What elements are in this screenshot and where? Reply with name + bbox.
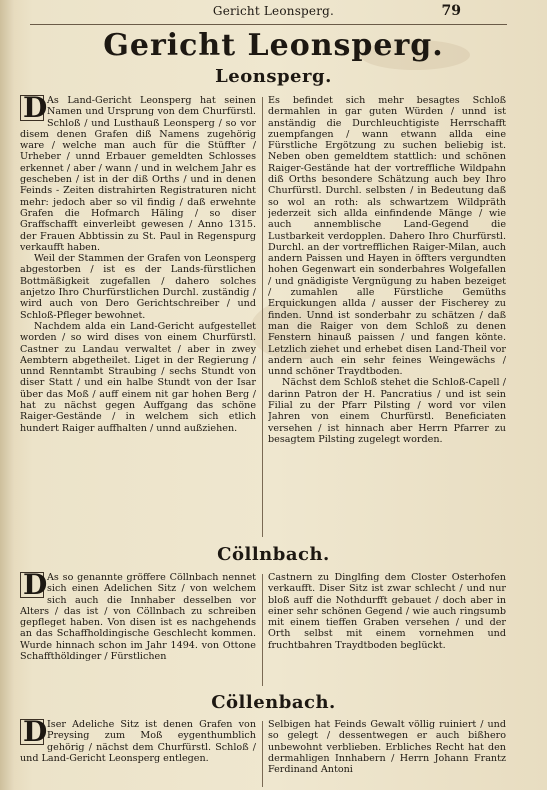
section-heading-coellenbach: Cöllenbach. [211, 692, 336, 713]
section-coellenbach-left-column [20, 719, 256, 785]
header-rule [30, 24, 507, 25]
section-coellnbach-right-column [268, 572, 506, 690]
page-title: Gericht Leonsperg. [103, 28, 444, 63]
section-leonsperg-left-column [20, 95, 256, 541]
running-head: Gericht Leonsperg. [212, 4, 335, 18]
paragraph: Nachdem alda ein Land-Gericht aufgestellet worden / so wird dises von einem Churfürstl. Castner zu Landau verwaltet / aber in zwey Aembtern abgetheilet. Liget in der Regierung / unnd Renntambt Straubing / sechs Stundt von diser Statt / und ein halbe Stundt von der Isar über das Moß / auff einem nit gar hohen Berg / hat zu nächst gegen Auffgang das schöne Raiger-Gestände / in welchem sich etlich hundert Raiger auffhalten / unnd außziehen. [20, 320, 256, 434]
dropcap-initial: D [20, 572, 44, 598]
section-coellnbach-left-column [20, 572, 256, 690]
paragraph: Selbigen hat Feinds Gewalt völlig ruiniert / und so gelegt / dessentwegen er auch bißhero unbewohnt verblieben. Erbliches Recht hat den dermahligen Innhabern / Herrn Johann Frantz Ferdinand Antoni [268, 719, 506, 776]
section-coellenbach-right-column [268, 719, 506, 789]
paragraph [20, 719, 256, 764]
column-divider [262, 574, 263, 686]
paragraph-text: As so genannte gröffere Cöllnbach nennet sich einen Adelichen Sitz / von welchem sich auch die Innhaber desselben vor Alters / das ist / von Cöllnbach zu schreiben gepfleget haben. Von disen ist es nachgehends an das Schaffholdingische Geschlecht kommen. Wurde hinnach schon im Jahr 1494. von Ottone Schaffthöldinger / Fürstlichen [20, 572, 256, 663]
page-gutter-shadow [0, 0, 14, 790]
column-divider [262, 721, 263, 787]
paragraph [20, 95, 256, 253]
paragraph-text: Iser Adeliche Sitz ist denen Grafen von Preysing zum Moß eygenthumblich gehörig / nächst dem Churfürstl. Schloß / und Land-Gericht Leonsperg entlegen. [20, 719, 256, 764]
dropcap-initial: D [20, 719, 44, 745]
paragraph-text: As Land-Gericht Leonsperg hat seinen Namen und Ursprung von dem Churfürstl. Schloß / und Lusthauß Leonsperg / so vor disem denen Grafen diß Namens zugehörig ware / welche man auch für die Stüffter / Urheber / unnd Erbauer gemeldten Schlosses erkennet / aber / wann / und in welchem Jahr es gescheben / ist in der diß Orths / und in denen Feinds - Zeiten distrahirten Registraturen nicht mehr: jedoch aber so vil findig / daß erwehnte Grafen die Hofmarch Häling / so diser Graffschafft einverleibt gewesen / Anno 1315. der Frauen Abbtissin zu St. Paul in Regenspurg verkaufft haben. [20, 95, 256, 253]
paragraph: Weil der Stammen der Grafen von Leonsperg abgestorben / ist es der Lands-fürstlichen Bottmäßigkeit zugefallen / dahero solches anjetzo Ihro Churfürstlichen Durchl. zuständig / wird auch von Dero Gerichtschreiber / und Schloß-Pfleger bewohnet. [20, 253, 256, 321]
paragraph: Castnern zu Dinglfing dem Closter Osterhofen verkaufft. Diser Sitz ist zwar schlecht / und nur bloß auff die Nothdurfft gebauet / doch aber in einer sehr schönen Gegend / wie auch ringsumb mit einem tieffen Graben versehen / und der Orth selbst mit einem vornehmen und fruchtbahren Traydtboden beglückt. [268, 572, 506, 651]
paragraph [20, 572, 256, 662]
section-leonsperg-right-column [268, 95, 506, 541]
paragraph: Nächst dem Schloß stehet die Schloß-Capell / darinn Patron der H. Pancratius / und ist sein Filial zu der Pfarr Pilsting / word vor vilen Jahren von einem Churfürstl. Beneficiaten versehen / ist hinnach aber Herrn Pfarrer zu besagtem Pilsting zugelegt worden. [268, 377, 506, 445]
dropcap-initial: D [20, 95, 44, 121]
section-heading-coellnbach: Cöllnbach. [217, 544, 330, 565]
paragraph: Es befindet sich mehr besagtes Schloß dermahlen in gar guten Würden / unnd ist anständig die Durchleuchtigiste Herrschafft zuempfangen / wann etwann allda eine Fürstliche Ergötzung zu suchen beliebig ist. Neben oben gemeldtem stattlich: und schönen Raiger-Gestände hat der vortreffliche Wildpahn diß Orths besondere Schätzung auch bey Ihro Churfürstl. Durchl. selbsten / in Bedeutung daß so wol an roth: als schwartzem Wildpräth jederzeit sich allda einfindende Mänge / wie auch annemblische Land-Gegend die Lustbarkeit verdopplen. Dahero Ihro Churfürstl. Durchl. an der vortrefflichen Raiger-Milan, auch andern Paissen und Hayen in öffters vergundten hohen Gegenwart ein sonderbahres Wolgefallen / und gnädigiste Vergnügung zu haben bezeiget / zumahlen alle Fürstliche Gemüths Erquickungen allda / ausser der Fischerey zu finden. Unnd ist sonderbahr zu schätzen / daß man die Raiger von dem Schloß zu denen Fenstern hinauß paissen / und fangen könte. Letzlich ziehet und erhebet disen Land-Theil vor andern auch ein sehr feines Weingewächs / unnd schöner Traydtboden. [268, 95, 506, 378]
section-heading-leonsperg: Leonsperg. [215, 66, 332, 87]
column-divider [262, 97, 263, 537]
page-number: 79 [441, 3, 461, 19]
